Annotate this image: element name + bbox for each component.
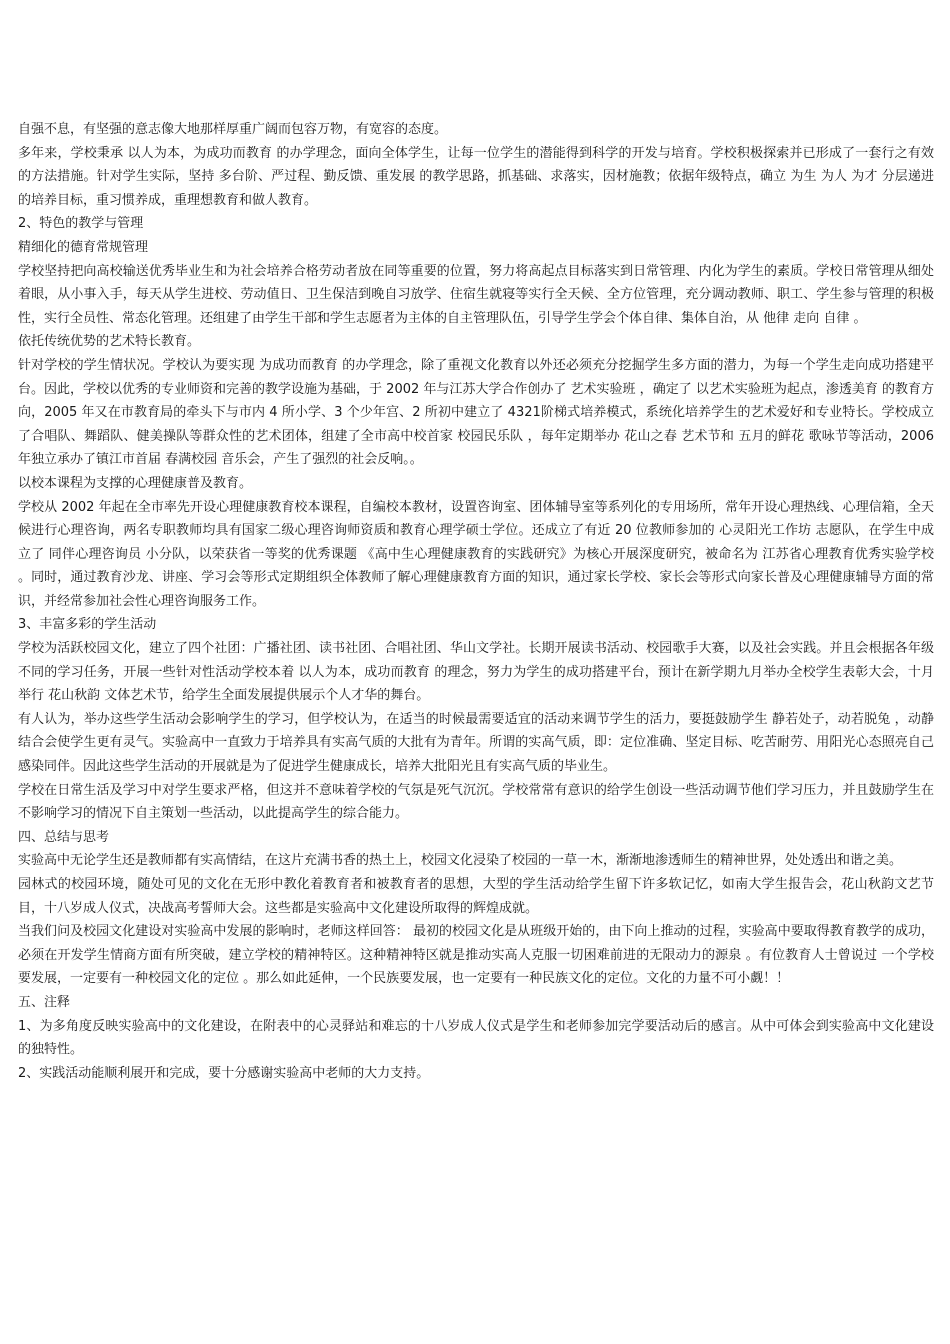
paragraph-5: 学校从 2002 年起在全市率先开设心理健康教育校本课程，自编校本教材，设置咨询室、团体辅导室等系列化的专用场所，常年开设心理热线、心理信箱，全天候进行心理咨询，两名专职教师均具有国家二级心理咨询师资质和教育心理学硕士学位。还成立了有近 20 位教师参加的 心灵阳光工作坊 志愿队，在学生中成立了 同伴心理咨询员 小分队，以荣获省一等奖的优秀课题 《高中生心理健康教育的实践研究》为核心开展深度研究，被命名为 江苏省心理教育优秀实验学校 。同时，通过教育沙龙、讲座、学习会等形式定期组织全体教师了解心理健康教育方面的知识，通过家长学校、家长会等形式向家长普及心理健康辅导方面的常识，并经常参加社会性心理咨询服务工作。 xyxy=(18,499,934,609)
paragraph-4: 针对学校的学生情状况。学校认为要实现 为成功而教育 的办学理念，除了重视文化教育以外还必须充分挖掘学生多方面的潜力，为每一个学生走向成功搭建平台。因此，学校以优秀的专业师资和完善的教学设施为基础，于 2002 年与江苏大学合作创办了 艺术实验班 ，确定了 以艺术实验班为起点，渗透美育 的教育方向，2005 年又在市教育局的牵头下与市内 4 所小学、3 个少年宫、2 所初中建立了 4321阶梯式培养模式，系统化培养学生的艺术爱好和专业特长。学校成立了合唱队、舞蹈队、健美操队等群众性的艺术团体，组建了全市高中校首家 校园民乐队 ，每年定期举办 花山之春 艺术节和 五月的鲜花 歌咏节等活动，2006 年独立承办了镇江市首届 春满校园 音乐会，产生了强烈的社会反响。。 xyxy=(18,357,934,468)
note-2: 2、实践活动能顺利展开和完成，要十分感谢实验高中老师的大力支持。 xyxy=(18,1065,430,1081)
note-1: 1、为多角度反映实验高中的文化建设，在附表中的心灵驿站和难忘的十八岁成人仪式是学生和老师参加完学要活动后的感言。从中可体会到实验高中文化建设的独特性。 xyxy=(18,1018,934,1058)
subheading-psychology-education: 以校本课程为支撑的心理健康普及教育。 xyxy=(18,475,253,491)
document-page xyxy=(18,118,934,1085)
paragraph-11: 当我们问及校园文化建设对实验高中发展的影响时，老师这样回答： 最初的校园文化是从班级开始的，由下向上推动的过程，实验高中要取得教育教学的成功，必须在开发学生情商方面有所突破，建立学校的精神特区。这种精神特区就是推动实高人克服一切困难前进的无限动力的源泉 。有位教育人士曾说过 一个学校要发展，一定要有一种校园文化的定位 。那么如此延伸，一个民族要发展，也一定要有一种民族文化的定位。文化的力量不可小觑！！ xyxy=(18,924,934,987)
paragraph-7: 有人认为，举办这些学生活动会影响学生的学习，但学校认为，在适当的时候最需要适宜的活动来调节学生的活力，要挺鼓励学生 静若处子，动若脱兔 ，动静结合会使学生更有灵气。实验高中一直致力于培养具有实高气质的大批有为青年。所谓的实高气质，即：定位准确、坚定目标、吃苦耐劳、用阳光心态照亮自己感染同伴。因此这些学生活动的开展就是为了促进学生健康成长，培养大批阳光且有实高气质的毕业生。 xyxy=(18,711,934,775)
paragraph-2: 多年来，学校秉承 以人为本，为成功而教育 的办学理念，面向全体学生，让每一位学生的潜能得到科学的开发与培育。学校积极探索并已形成了一套行之有效的方法措施。针对学生实际，坚持 多台阶、严过程、勤反馈、重发展 的教学思路，抓基础、求落实，因材施教；依据年级特点，确立 为生 为人 为才 分层递进的培养目标，重习惯养成，重理想教育和做人教育。 xyxy=(18,145,934,208)
subheading-moral-education: 精细化的德育常规管理 xyxy=(18,239,149,255)
section-heading-3: 3、丰富多彩的学生活动 xyxy=(18,617,157,633)
section-heading-5: 五、注释 xyxy=(18,994,71,1010)
paragraph-1: 自强不息，有坚强的意志像大地那样厚重广阔而包容万物，有宽容的态度。 xyxy=(18,122,448,137)
paragraph-10: 园林式的校园环境，随处可见的文化在无形中教化着教育者和被教育者的思想，大型的学生活动给学生留下许多软记忆，如南大学生报告会，花山秋韵文艺节目，十八岁成人仪式，决战高考誓师大会。这些都是实验高中文化建设所取得的辉煌成就。 xyxy=(18,877,934,916)
paragraph-6: 学校为活跃校园文化，建立了四个社团：广播社团、读书社团、合唱社团、华山文学社。长期开展读书活动、校园歌手大赛，以及社会实践。并且会根据各年级不同的学习任务，开展一些针对性活动学校本着 以人为本，成功而教育 的理念，努力为学生的成功搭建平台，预计在新学期九月举办全校学生表彰大会，十月举行 花山秋韵 文体艺术节，给学生全面发展提供展示个人才华的舞台。 xyxy=(18,641,934,704)
section-heading-2: 2、特色的教学与管理 xyxy=(18,216,144,232)
paragraph-9: 实验高中无论学生还是教师都有实高情结，在这片充满书香的热土上，校园文化浸染了校园的一草一木，渐渐地渗透师生的精神世界，处处透出和谐之美。 xyxy=(18,853,903,869)
paragraph-3: 学校坚持把向高校输送优秀毕业生和为社会培养合格劳动者放在同等重要的位置，努力将高起点目标落实到日常管理、内化为学生的素质。学校日常管理从细处着眼，从小事入手，每天从学生进校、劳动值日、卫生保洁到晚自习放学、住宿生就寝等实行全天候、全方位管理，充分调动教师、职工、学生参与管理的积极性，实行全员性、常态化管理。还组建了由学生干部和学生志愿者为主体的自主管理队伍，引导学生学会个体自律、集体自治，从 他律 走向 自律 。 xyxy=(18,263,934,326)
section-heading-4: 四、总结与思考 xyxy=(18,829,110,845)
paragraph-8: 学校在日常生活及学习中对学生要求严格，但这并不意味着学校的气氛是死气沉沉。学校常常有意识的给学生创设一些活动调节他们学习压力，并且鼓励学生在不影响学习的情况下自主策划一些活动，以此提高学生的综合能力。 xyxy=(18,782,934,822)
subheading-art-education: 依托传统优势的艺术特长教育。 xyxy=(18,334,201,350)
